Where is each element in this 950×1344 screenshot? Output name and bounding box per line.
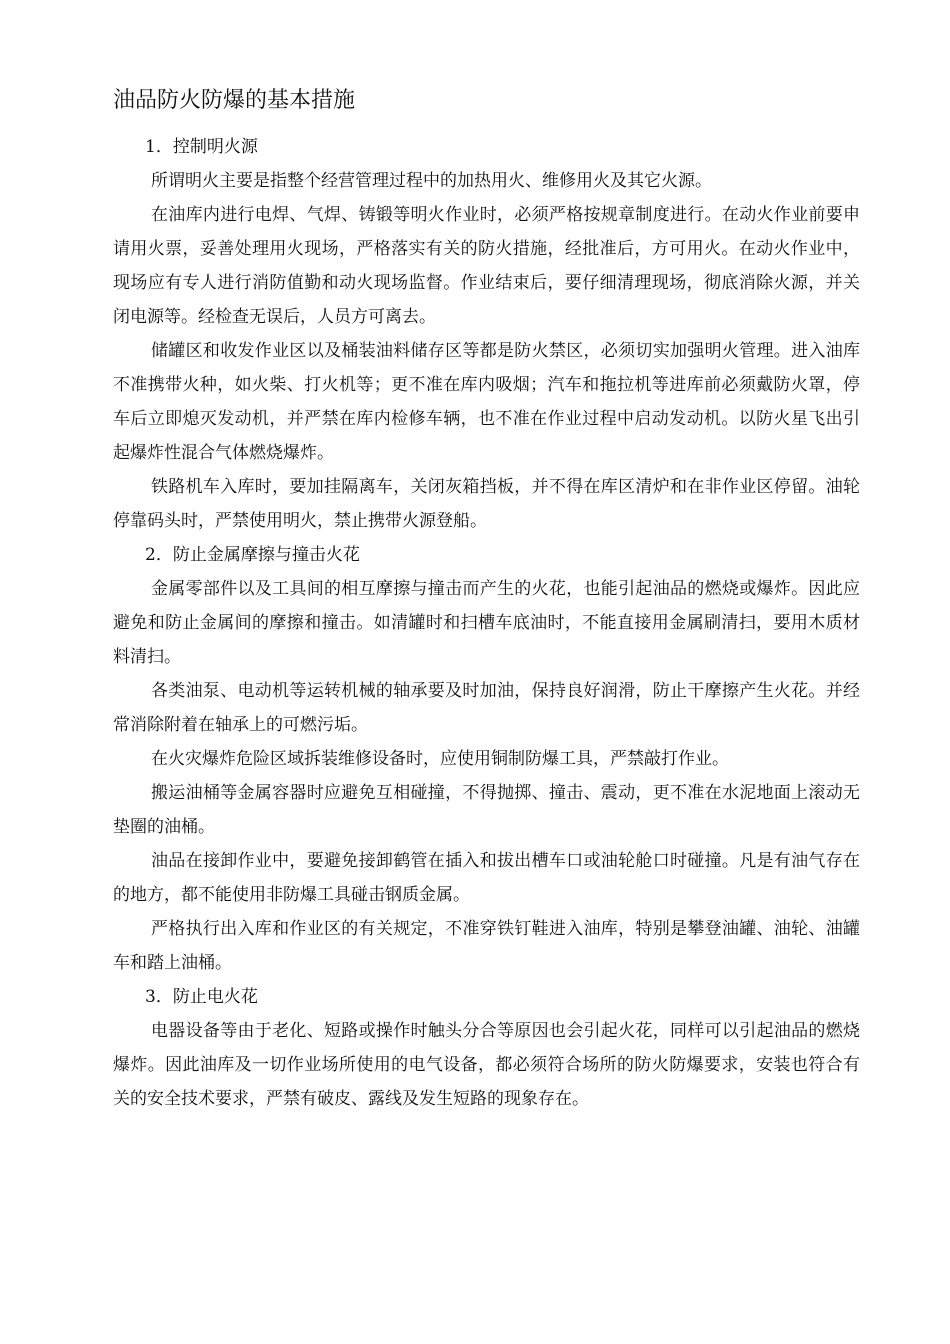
paragraph: 搬运油桶等金属容器时应避免互相碰撞，不得抛掷、撞击、震动，更不准在水泥地面上滚动无垫圈的油桶。 bbox=[113, 783, 860, 837]
paragraph: 各类油泵、电动机等运转机械的轴承要及时加油，保持良好润滑，防止干摩擦产生火花。并经常消除附着在轴承上的可燃污垢。 bbox=[113, 681, 860, 735]
section-heading: 3．防止电火花 bbox=[145, 987, 258, 1007]
paragraph: 储罐区和收发作业区以及桶装油料储存区等都是防火禁区，必须切实加强明火管理。进入油库不准携带火种，如火柴、打火机等；更不准在库内吸烟；汽车和拖拉机等进库前必须戴防火罩，停车后立即熄灭发动机，并严禁在库内检修车辆，也不准在作业过程中启动发动机。以防火星飞出引起爆炸性混合气体燃烧爆炸。 bbox=[113, 341, 860, 463]
section-heading: 2．防止金属摩擦与撞击火花 bbox=[145, 545, 360, 565]
paragraph: 铁路机车入库时，要加挂隔离车，关闭灰箱挡板，并不得在库区清炉和在非作业区停留。油轮停靠码头时，严禁使用明火，禁止携带火源登船。 bbox=[113, 477, 860, 531]
section-heading: 1．控制明火源 bbox=[145, 137, 258, 157]
section-1 bbox=[113, 130, 860, 538]
document-title: 油品防火防爆的基本措施 bbox=[113, 88, 356, 113]
paragraph: 严格执行出入库和作业区的有关规定，不准穿铁钉鞋进入油库，特别是攀登油罐、油轮、油罐车和踏上油桶。 bbox=[113, 919, 860, 973]
paragraph: 金属零部件以及工具间的相互摩擦与撞击而产生的火花，也能引起油品的燃烧或爆炸。因此应避免和防止金属间的摩擦和撞击。如清罐时和扫槽车底油时，不能直接用金属刷清扫，要用木质材料清扫。 bbox=[113, 579, 860, 667]
paragraph: 在油库内进行电焊、气焊、铸锻等明火作业时，必须严格按规章制度进行。在动火作业前要申请用火票，妥善处理用火现场，严格落实有关的防火措施，经批准后，方可用火。在动火作业中，现场应有专人进行消防值勤和动火现场监督。作业结束后，要仔细清理现场，彻底消除火源，并关闭电源等。经检查无误后，人员方可离去。 bbox=[113, 205, 860, 327]
paragraph: 所谓明火主要是指整个经营管理过程中的加热用火、维修用火及其它火源。 bbox=[151, 171, 712, 191]
paragraph: 在火灾爆炸危险区域拆装维修设备时，应使用铜制防爆工具，严禁敲打作业。 bbox=[151, 749, 729, 769]
section-3 bbox=[113, 980, 860, 1116]
paragraph: 电器设备等由于老化、短路或操作时触头分合等原因也会引起火花，同样可以引起油品的燃烧爆炸。因此油库及一切作业场所使用的电气设备，都必须符合场所的防火防爆要求，安装也符合有关的安全技术要求，严禁有破皮、露线及发生短路的现象存在。 bbox=[113, 1021, 860, 1109]
paragraph: 油品在接卸作业中，要避免接卸鹤管在插入和拔出槽车口或油轮舱口时碰撞。凡是有油气存在的地方，都不能使用非防爆工具碰击钢质金属。 bbox=[113, 851, 860, 905]
section-2 bbox=[113, 538, 860, 980]
